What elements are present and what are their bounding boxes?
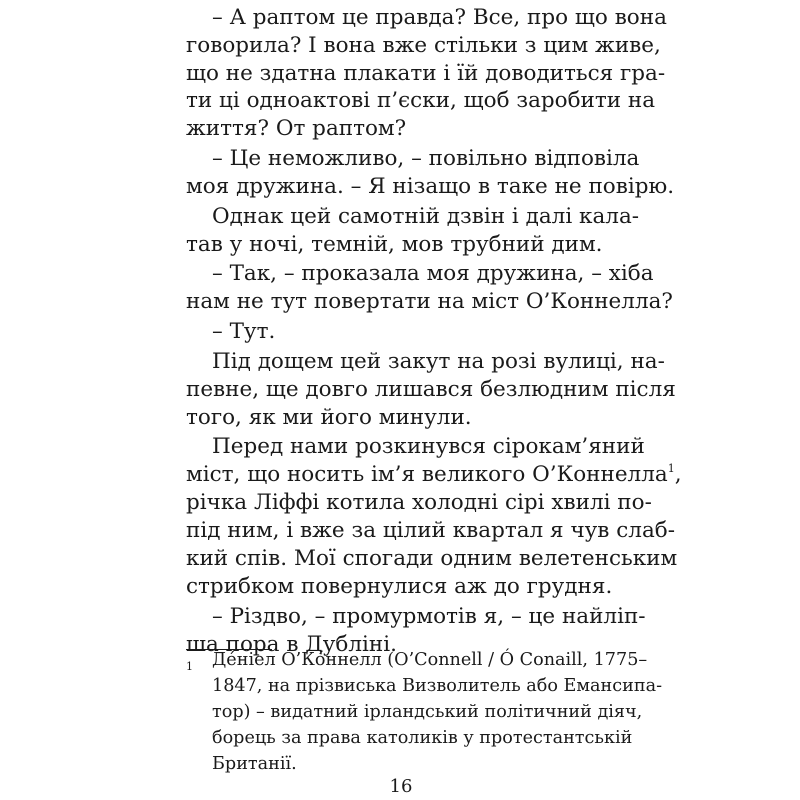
text-line: нам не тут повертати на міст О’Коннелла?: [186, 289, 673, 315]
book-page: [186, 0, 682, 800]
footnote-reference: 1: [667, 462, 675, 476]
text-line: під ним, і вже за цілий квартал я чув слаб-: [186, 518, 675, 544]
text-line: життя? От раптом?: [186, 116, 407, 142]
footnote-line: 1847, на прізвиська Визволитель або Емансипа-: [212, 676, 663, 696]
text-line: Однак цей самотній дзвін і далі кала-: [212, 203, 640, 229]
text-line: – А раптом це правда? Все, про що вона: [212, 4, 667, 30]
footnote-line: борець за права католиків у протестантській: [212, 728, 633, 748]
footnote-line: Британії.: [212, 754, 297, 774]
text-line: тав у ночі, темній, мов трубний дим.: [186, 231, 603, 257]
text-line: говорила? І вона вже стільки з цим живе,: [186, 32, 661, 58]
text-line-content: міст, що носить ім’я великого О’Коннелла: [186, 462, 668, 488]
text-line: що не здатна плакати і їй доводиться гра-: [186, 60, 666, 86]
text-line: Під дощем цей закут на розі вулиці, на-: [212, 348, 665, 374]
text-line: ша пора в Дубліні.: [186, 631, 397, 657]
text-line: ти ці одноактові п’єски, щоб заробити на: [186, 88, 656, 114]
text-line: – Тут.: [212, 319, 276, 345]
text-line: – Це неможливо, – повільно відповіла: [212, 146, 640, 172]
text-line: – Так, – проказала моя дружина, – хіба: [212, 261, 654, 287]
text-line: річка Ліффі котила холодні сірі хвилі по-: [186, 490, 652, 516]
text-line: кий спів. Мої спогади одним велетенським: [186, 546, 678, 572]
text-line: моя дружина. – Я нізащо в таке не повірю.: [186, 174, 675, 200]
text-line: – Різдво, – промурмотів я, – це найліп-: [212, 603, 646, 629]
text-line: певне, ще довго лишався безлюдним після: [186, 376, 676, 402]
footnote-line: тор) – видатний ірландський політичний діяч,: [212, 702, 643, 722]
text-line-with-footnote: міст, що носить ім’я великого О’Коннелла$^1$,: [186, 462, 682, 488]
footnote-marker: 1: [186, 660, 193, 673]
page-number: 16: [389, 776, 413, 797]
footnote-line: Де́ніел О’Ко́ннелл (O’Connell / Ó Conaill, 1775–: [212, 650, 648, 670]
text-line: того, як ми його минули.: [186, 404, 472, 430]
text-line: Перед нами розкинувся сірокам’яний: [212, 434, 645, 460]
text-line: стрибком повернулися аж до грудня.: [186, 573, 613, 599]
